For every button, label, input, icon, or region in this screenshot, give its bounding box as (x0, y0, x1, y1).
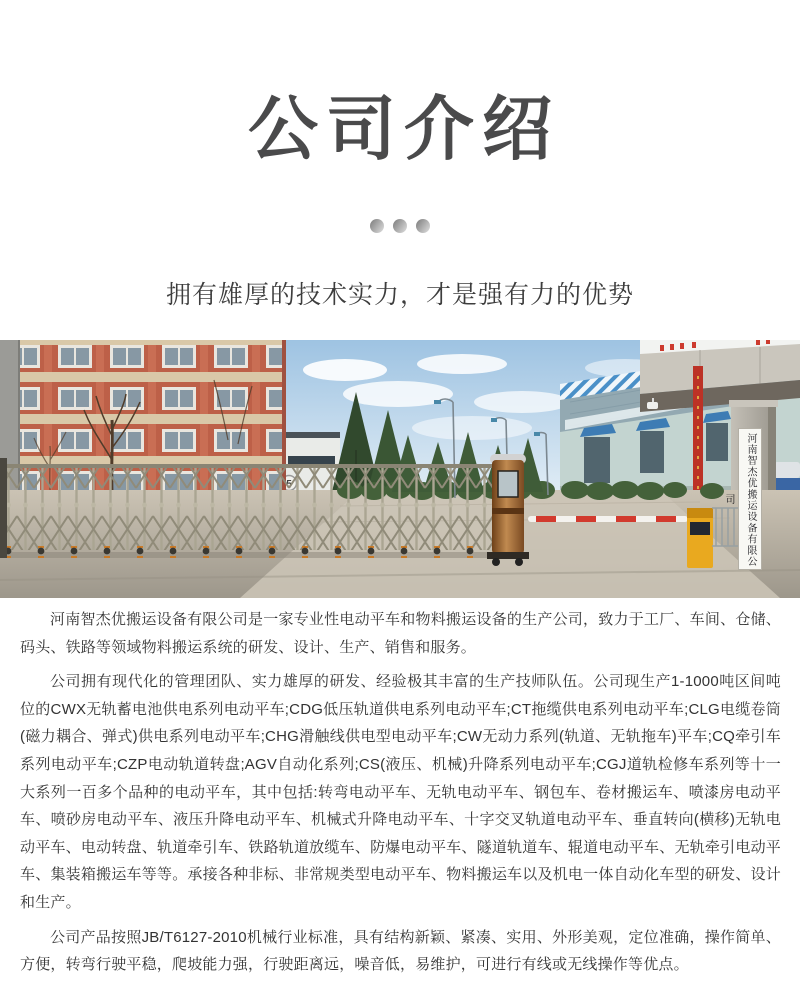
divider-dot (416, 219, 430, 233)
standards-paragraph: 公司产品按照JB/T6127-2010机械行业标准，具有结构新颖、紧凑、实用、外形美观，定位准确，操作简单、方便，转弯行驶平稳，爬坡能力强，行驶距离远，噪音低，易维护，可进行有线或无线操作等优点。 (20, 928, 781, 974)
company-description (0, 606, 800, 1008)
products-paragraph: 公司拥有现代化的管理团队、实力雄厚的研发、经验极其丰富的生产技师队伍。公司现生产1-1000吨区间吨位的CWX无轨蓄电池供电系列电动平车;CDG低压轨道供电系列电动平车;CT拖缆供电系列电动平车;CLG电缆卷筒(磁力耦合、弹式)供电系列电动平车;CHG滑触线供电型电动平车;CW无动力系列(轨道、无轨拖车)平车;CQ牵引车系列电动平车;CZP电动轨道转盘;AGV自动化系列;CS(液压、机械)升降系列电动平车;CGJ道轨检修车系列等十一大系列一百多个品种的电动平车，其中包括:转弯电动平车、无轨电动平车、钢包车、卷材搬运车、喷漆房电动平车、喷砂房电动平车、液压升降电动平车、机械式升降电动平车、十字交叉轨道电动平车、垂直转向(横移)无轨电动平车、电动转盘、轨道牵引车、铁路轨道放缆车、防爆电动平车、隧道轨道车、辊道电动平车、无轨牵引电动平车、集装箱搬运车等等。承接各种非标、非常规类型电动平车、物料搬运车以及机电一体自动化车型的研发、设计和生产。 (20, 673, 781, 911)
page-title: 公司介绍 (248, 90, 560, 168)
page-subtitle: 拥有雄厚的技术实力，才是强有力的优势 (165, 281, 634, 309)
intro-paragraph: 河南智杰优搬运设备有限公司是一家专业性电动平车和物料搬运设备的生产公司，致力于工厂、车间、仓储、码头、铁路等领域物料搬运系统的研发、设计、生产、销售和服务。 (20, 611, 781, 656)
factory-entrance-illustration (0, 340, 800, 598)
title-divider-dots (0, 219, 800, 233)
header (0, 0, 800, 313)
gate-sign-plate: 河南智杰优搬运设备有限公司 (738, 428, 762, 570)
divider-dot (393, 219, 407, 233)
company-photo (0, 340, 800, 598)
divider-dot (370, 219, 384, 233)
retractable-gate (0, 454, 529, 566)
gate-control-head (487, 454, 529, 566)
